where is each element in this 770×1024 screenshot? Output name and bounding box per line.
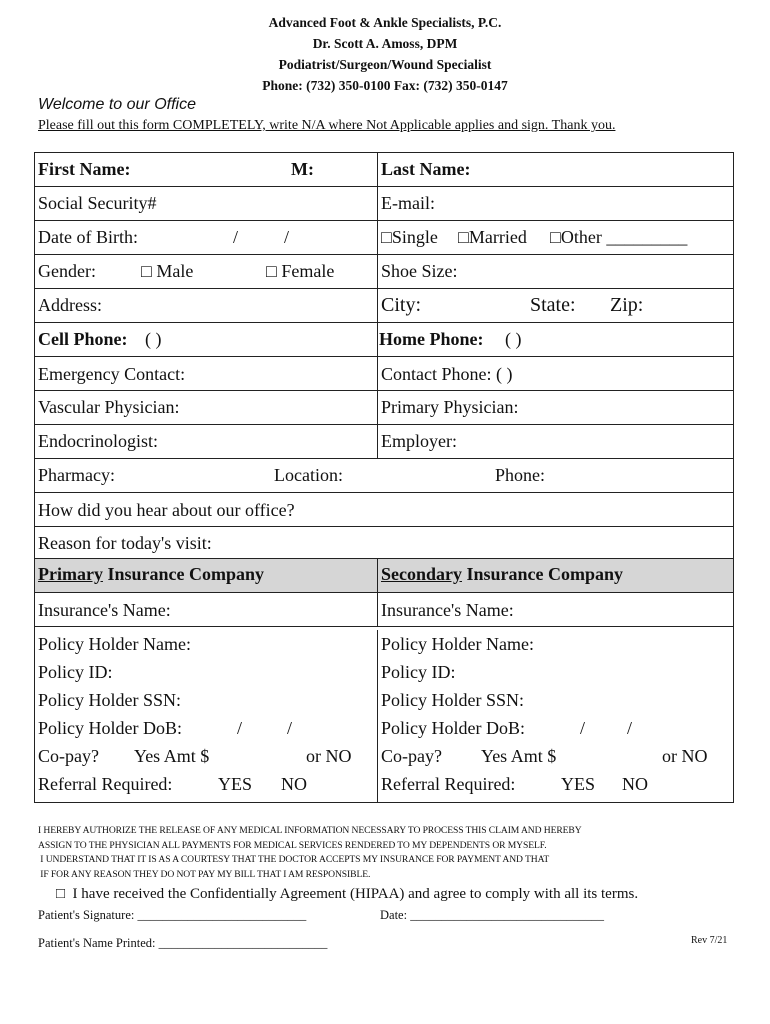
copay-yes-amount[interactable]: Yes Amt $ (134, 746, 210, 766)
secondary-heading-word: Secondary (381, 564, 462, 584)
insurance-details-block (35, 627, 733, 802)
secondary-heading-rest: Insurance Company (462, 564, 624, 584)
secondary-insurance-details (378, 630, 733, 802)
visit-reason-label: Reason for today's visit: (38, 533, 212, 553)
primary-heading-rest: Insurance Company (102, 564, 264, 584)
email-field[interactable] (378, 187, 733, 220)
secondary-holder-name-field[interactable]: Policy Holder Name: (381, 634, 534, 654)
dob-separator: / (580, 718, 586, 738)
copay-yes-amount[interactable]: Yes Amt $ (481, 746, 557, 766)
secondary-insurance-name-label: Insurance's Name: (381, 600, 514, 620)
visit-reason-field[interactable] (35, 527, 733, 558)
city-label: City: (381, 294, 422, 316)
home-phone-label: Home Phone: (379, 329, 484, 349)
doctor-specialty: Podiatrist/Surgeon/Wound Specialist (278, 57, 492, 72)
copay-label: Co-pay? (38, 746, 99, 766)
secondary-copay-field[interactable] (381, 742, 733, 770)
address-row (35, 289, 733, 323)
primary-insurance-heading (35, 559, 378, 592)
email-label: E-mail: (381, 193, 435, 213)
referral-no-option[interactable]: NO (281, 774, 307, 794)
welcome-heading: Welcome to our Office (38, 96, 196, 113)
primary-physician-field[interactable] (378, 391, 733, 424)
primary-policy-id-field[interactable]: Policy ID: (38, 662, 113, 682)
primary-insurance-name-label: Insurance's Name: (38, 600, 171, 620)
referral-label: Referral Required: (381, 774, 516, 794)
last-name-label: Last Name: (381, 159, 471, 179)
name-row (35, 153, 733, 187)
pharmacy-label: Pharmacy: (38, 465, 115, 485)
hipaa-acknowledgement-checkbox[interactable]: □ I have received the Confidentially Agreement (HIPAA) and agree to comply with all its terms. (56, 886, 639, 902)
secondary-holder-dob-label: Policy Holder DoB: (381, 718, 525, 738)
patient-name-printed-line[interactable]: Patient's Name Printed: ___________________________ (38, 936, 328, 950)
primary-holder-ssn-field[interactable]: Policy Holder SSN: (38, 690, 182, 710)
emergency-contact-label: Emergency Contact: (38, 364, 186, 384)
employer-field[interactable] (378, 425, 733, 458)
copay-label: Co-pay? (381, 746, 442, 766)
shoe-size-label: Shoe Size: (381, 261, 458, 281)
referral-source-row (35, 493, 733, 527)
first-name-label: First Name: (38, 159, 131, 179)
dob-separator: / (287, 718, 293, 738)
primary-holder-dob-field[interactable] (38, 714, 377, 742)
how-heard-field[interactable] (35, 493, 733, 526)
single-checkbox[interactable]: □Single (381, 227, 438, 247)
pharmacy-location-label: Location: (274, 465, 343, 485)
endocrinologist-field[interactable] (35, 425, 378, 458)
male-checkbox[interactable]: □ Male (141, 261, 194, 281)
marital-status-field (378, 221, 733, 254)
referral-label: Referral Required: (38, 774, 173, 794)
home-phone-area-code: ( ) (505, 329, 522, 349)
referral-no-option[interactable]: NO (622, 774, 648, 794)
secondary-holder-dob-field[interactable] (381, 714, 733, 742)
visit-reason-row (35, 527, 733, 559)
form-instructions: Please fill out this form COMPLETELY, write N/A where Not Applicable applies and sign. Thank you. (38, 118, 616, 133)
primary-holder-dob-label: Policy Holder DoB: (38, 718, 182, 738)
referral-yes-option[interactable]: YES (218, 774, 253, 794)
insurance-header-row (35, 559, 733, 593)
primary-referral-field (38, 770, 377, 798)
emergency-row (35, 357, 733, 391)
address-field[interactable] (35, 289, 378, 322)
gender-field (35, 255, 378, 288)
cell-phone-field[interactable] (35, 323, 378, 356)
ssn-row (35, 187, 733, 221)
gender-row (35, 255, 733, 289)
ssn-label: Social Security# (38, 193, 157, 213)
primary-heading-word: Primary (38, 564, 103, 584)
emergency-contact-field[interactable] (35, 357, 378, 390)
authorization-line: I HEREBY AUTHORIZE THE RELEASE OF ANY MEDICAL INFORMATION NECESSARY TO PROCESS THIS CLAIM AND HEREBY (38, 825, 582, 836)
gender-label: Gender: (38, 261, 96, 281)
authorization-line: ASSIGN TO THE PHYSICIAN ALL PAYMENTS FOR MEDICAL SERVICES RENDERED TO MY DEPENDENTS OR MYSELF. (38, 839, 547, 851)
pharmacy-row (35, 459, 733, 493)
primary-copay-field[interactable] (38, 742, 377, 770)
referral-yes-option[interactable]: YES (561, 774, 596, 794)
practice-name: Advanced Foot & Ankle Specialists, P.C. (268, 15, 502, 30)
copay-no-option[interactable]: or NO (662, 746, 708, 766)
endocrinologist-label: Endocrinologist: (38, 431, 158, 451)
dob-separator: / (233, 227, 239, 247)
primary-holder-name-field[interactable]: Policy Holder Name: (38, 634, 191, 654)
dob-row (35, 221, 733, 255)
dob-separator: / (284, 227, 290, 247)
doctor-name: Dr. Scott A. Amoss, DPM (312, 36, 458, 51)
middle-initial-label: M: (291, 159, 314, 179)
ssn-field[interactable] (35, 187, 378, 220)
practice-header (0, 12, 770, 96)
zip-label: Zip: (610, 294, 644, 316)
state-label: State: (530, 294, 576, 316)
practice-contact: Phone: (732) 350-0100 Fax: (732) 350-0147 (262, 78, 508, 93)
cell-phone-label: Cell Phone: (38, 329, 128, 349)
how-heard-label: How did you hear about our office? (38, 500, 295, 520)
other-checkbox[interactable]: □Other _________ (550, 227, 688, 247)
secondary-insurance-name-field[interactable] (378, 593, 733, 626)
secondary-referral-field (381, 770, 733, 798)
shoe-size-field[interactable] (378, 255, 733, 288)
primary-insurance-name-field[interactable] (35, 593, 378, 626)
patient-signature-line[interactable]: Patient's Signature: ___________________________ (38, 908, 307, 922)
vascular-physician-field[interactable] (35, 391, 378, 424)
dob-label: Date of Birth: (38, 227, 138, 247)
secondary-insurance-heading (378, 559, 733, 592)
authorization-statement (38, 824, 582, 882)
last-name-field[interactable] (378, 153, 733, 186)
secondary-policy-id-field[interactable]: Policy ID: (381, 662, 456, 682)
physician-row (35, 391, 733, 425)
employer-label: Employer: (381, 431, 457, 451)
married-checkbox[interactable]: □Married (458, 227, 527, 247)
first-name-field[interactable] (35, 153, 378, 186)
contact-phone-label: Contact Phone: ( ) (381, 364, 513, 384)
authorization-line: I UNDERSTAND THAT IT IS AS A COURTESY THAT THE DOCTOR ACCEPTS MY INSURANCE FOR PAYMENT AND THAT (38, 854, 550, 865)
address-label: Address: (38, 295, 102, 315)
phone-row (35, 323, 733, 357)
primary-insurance-details (35, 630, 378, 802)
contact-phone-field[interactable] (378, 357, 733, 390)
signature-date-line[interactable]: Date: _______________________________ (380, 908, 604, 922)
home-phone-field[interactable] (378, 323, 733, 356)
authorization-line: IF FOR ANY REASON THEY DO NOT PAY MY BILL THAT I AM RESPONSIBLE. (38, 868, 371, 880)
primary-physician-label: Primary Physician: (381, 397, 519, 417)
dob-separator: / (237, 718, 243, 738)
copay-no-option[interactable]: or NO (306, 746, 352, 766)
female-checkbox[interactable]: □ Female (266, 261, 335, 281)
cell-phone-area-code: ( ) (145, 329, 162, 349)
city-state-zip-field[interactable] (378, 289, 733, 322)
dob-field[interactable] (35, 221, 378, 254)
vascular-physician-label: Vascular Physician: (38, 397, 180, 417)
patient-intake-form (34, 152, 734, 803)
endocrinologist-row (35, 425, 733, 459)
pharmacy-field[interactable] (35, 459, 733, 492)
insurance-name-row (35, 593, 733, 627)
revision-label: Rev 7/21 (691, 935, 728, 946)
dob-separator: / (627, 718, 633, 738)
pharmacy-phone-label: Phone: (495, 465, 546, 485)
secondary-holder-ssn-field[interactable]: Policy Holder SSN: (381, 690, 525, 710)
